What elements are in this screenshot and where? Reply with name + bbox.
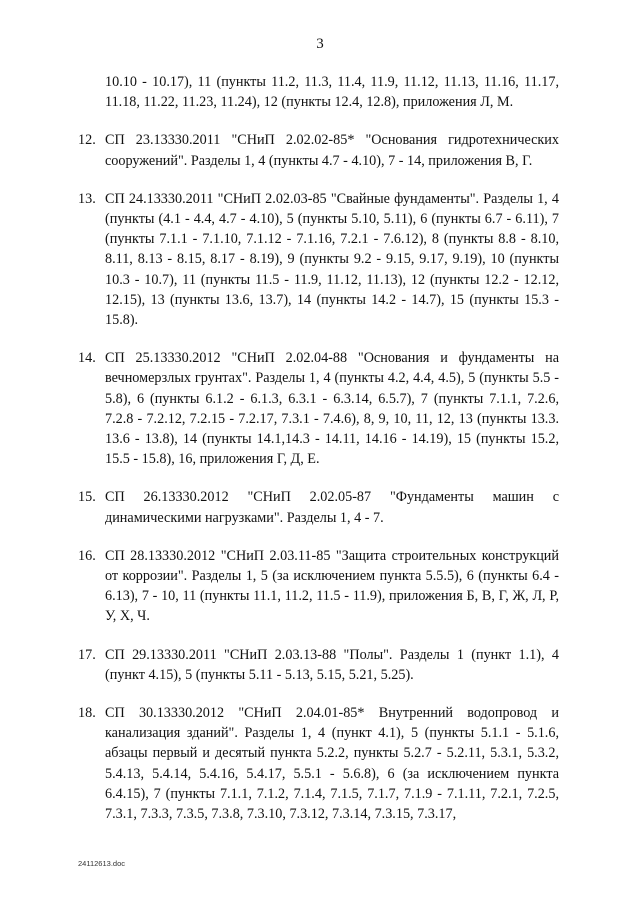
list-item-number: 16. <box>78 547 96 564</box>
list-item <box>78 546 559 627</box>
document-body <box>78 72 559 824</box>
list-item <box>78 348 559 469</box>
list-item-text: СП 23.13330.2011 "СНиП 2.02.02-85* "Основания гидротехнических сооружений". Разделы 1, 4 (пункты 4.7 - 4.10), 7 - 14, приложения В, Г. <box>105 132 559 169</box>
list-item-number: 18. <box>78 705 96 722</box>
list-item-number: 14. <box>78 350 96 367</box>
list-item-number: 13. <box>78 190 96 207</box>
list-item-text: СП 24.13330.2011 "СНиП 2.02.03-85 "Свайные фундаменты". Разделы 1, 4 (пункты (4.1 - 4.4, 4.7 - 4.10), 5 (пункты 5.10, 5.11), 6 (пункты 6.7 - 6.11), 7 (пункты 7.1.1 - 7.1.10, 7.1.12 - 7.1.16, 7.2.1 - 7.6.12), 8 (пункты 8.8 - 8.10, 8.11, 8.13 - 8.15, 8.17 - 8.19), 9 (пункты 9.2 - 9.15, 9.17, 9.19), 10 (пункты 10.3 - 10.7), 11 (пункты 11.5 - 11.9, 11.12, 11.13), 12 (пункты 12.2 - 12.12, 12.15), 13 (пункты 13.6, 13.7), 14 (пункты 14.2 - 14.7), 15 (пункты 15.3 - 15.8). <box>105 190 559 329</box>
list-item-number: 17. <box>78 646 96 663</box>
list-item-text: СП 26.13330.2012 "СНиП 2.02.05-87 "Фундаменты машин с динамическими нагрузками". Разделы 1, 4 - 7. <box>105 489 559 526</box>
list-item-text: СП 28.13330.2012 "СНиП 2.03.11-85 "Защита строительных конструкций от коррозии". Разделы 1, 5 (за исключением пункта 5.5.5), 6 (пункты 6.4 - 6.13), 7 - 10, 11 (пункты 11.1, 11.2, 11.5 - 11.9), приложения Б, В, Г, Ж, Л, Р, У, Х, Ч. <box>105 547 559 625</box>
footer-filename: 24112613.doc <box>78 859 125 868</box>
list-item-text: СП 30.13330.2012 "СНиП 2.04.01-85* Внутренний водопровод и канализация зданий". Разделы 1, 4 (пункт 4.1), 5 (пункты 5.1.1 - 5.1.6, абзацы первый и десятый пункта 5.2.2, пункты 5.2.7 - 5.2.11, 5.3.1, 5.3.2, 5.4.13, 5.4.14, 5.4.16, 5.4.17, 5.5.1 - 5.6.8), 6 (за исключением пункта 6.4.15), 7 (пункты 7.1.1, 7.1.2, 7.1.4, 7.1.5, 7.1.7, 7.1.9 - 7.1.11, 7.2.1, 7.2.5, 7.3.1, 7.3.3, 7.3.5, 7.3.8, 7.3.10, 7.3.12, 7.3.14, 7.3.15, 7.3.17, <box>105 705 559 823</box>
page-number: 3 <box>316 36 324 52</box>
list-item <box>78 487 559 527</box>
list-item-number: 12. <box>78 132 96 149</box>
list-item <box>78 130 559 170</box>
continuation-paragraph: 10.10 - 10.17), 11 (пункты 11.2, 11.3, 11.4, 11.9, 11.12, 11.13, 11.16, 11.17, 11.18, 11.22, 11.23, 11.24), 12 (пункты 12.4, 12.8), приложения Л, М. <box>105 74 559 111</box>
list-item-number: 15. <box>78 489 96 506</box>
list-item-text: СП 29.13330.2011 "СНиП 2.03.13-88 "Полы". Разделы 1 (пункт 1.1), 4 (пункт 4.15), 5 (пункты 5.11 - 5.13, 5.15, 5.21, 5.25). <box>105 646 559 683</box>
list-item-text: СП 25.13330.2012 "СНиП 2.02.04-88 "Основания и фундаменты на вечномерзлых грунтах". Разделы 1, 4 (пункты 4.2, 4.4, 4.5), 5 (пункты 5.5 - 5.8), 6 (пункты 6.1.2 - 6.1.3, 6.3.1 - 6.3.14, 6.5.7), 7 (пункты 7.1.1, 7.2.6, 7.2.8 - 7.2.12, 7.2.15 - 7.2.17, 7.3.1 - 7.4.6), 8, 9, 10, 11, 12, 13 (пункты 13.3. 13.6 - 13.8), 14 (пункты 14.1,14.3 - 14.11, 14.16 - 14.19), 15 (пункты 15.2, 15.5 - 15.8), 16, приложения Г, Д, Е. <box>105 350 559 468</box>
list-item <box>78 189 559 330</box>
list-item <box>78 645 559 685</box>
list-item <box>78 703 559 824</box>
